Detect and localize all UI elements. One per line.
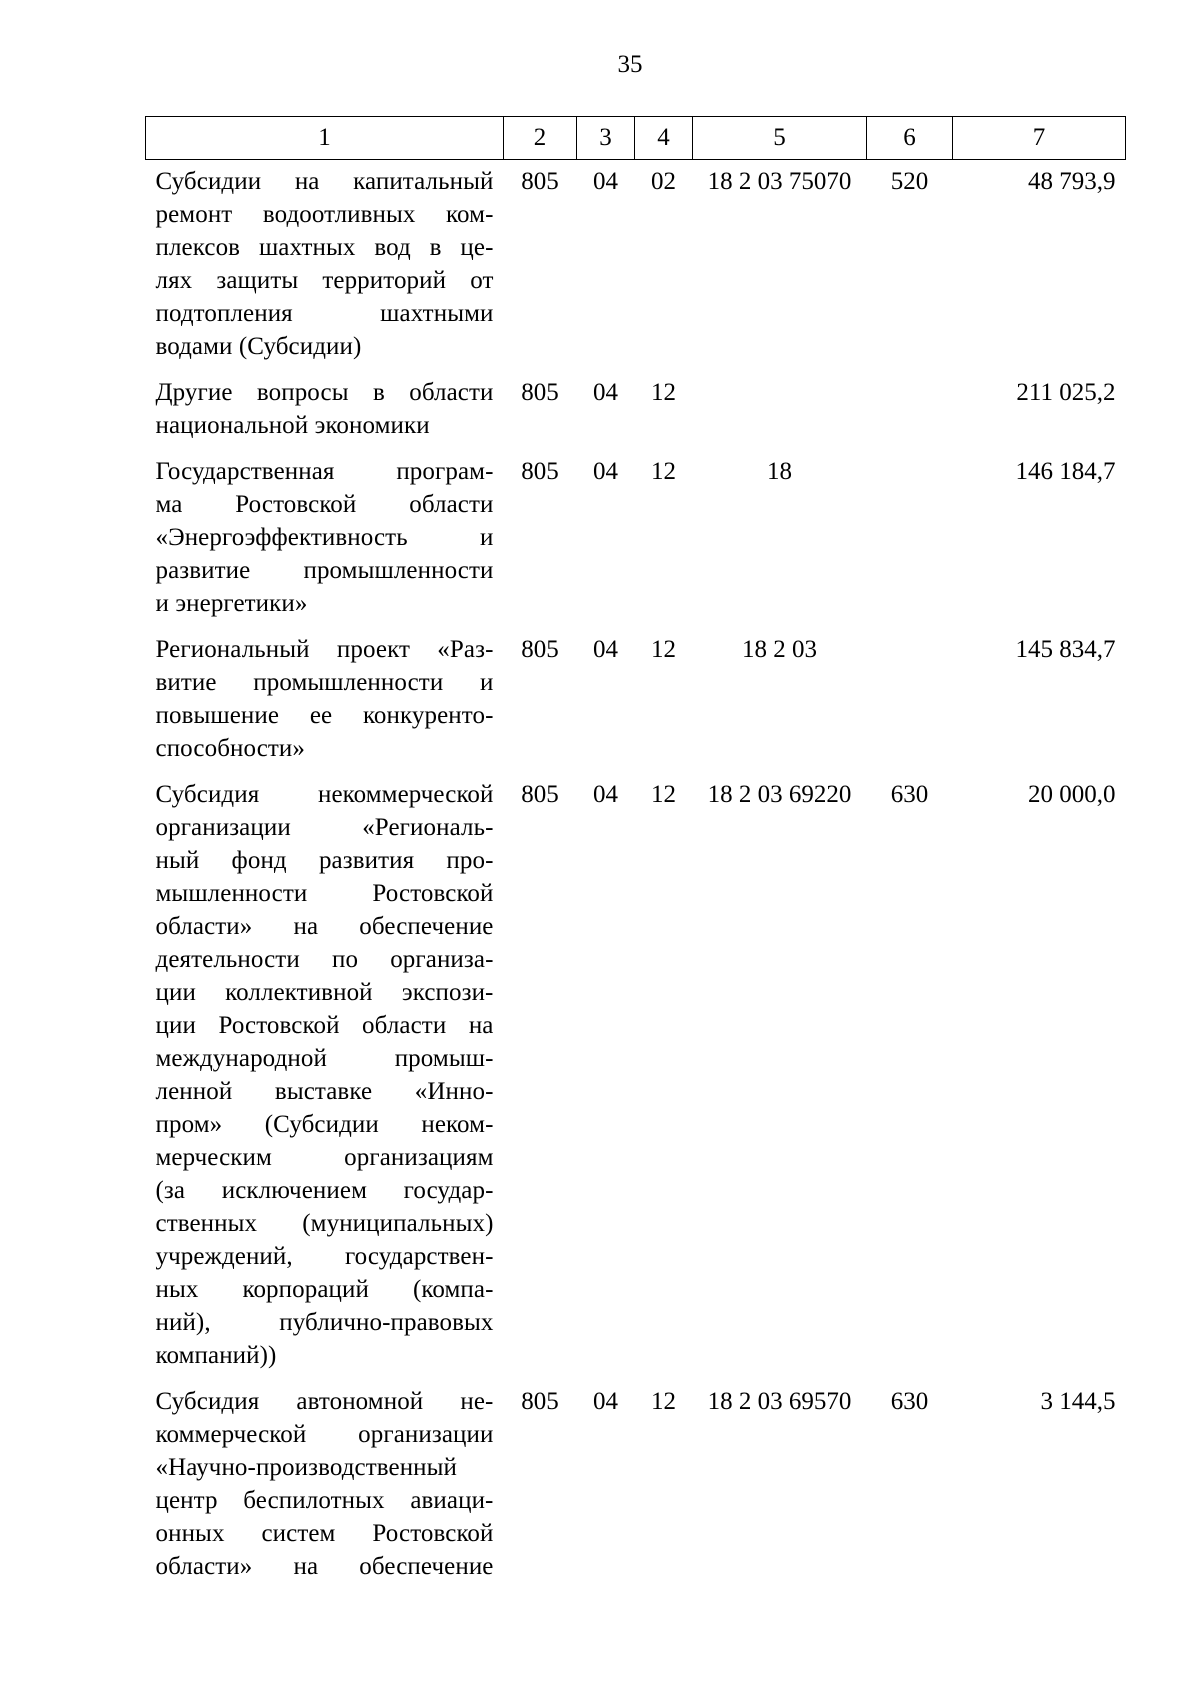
description-line: развитие промышленности (155, 557, 494, 584)
header-col-4: 4 (635, 117, 693, 160)
amount-value: 145 834,7 (1015, 636, 1116, 663)
header-col-3: 3 (577, 117, 635, 160)
target-article-code: 18 2 03 69220 (707, 781, 852, 808)
ministry-code: 805 (521, 781, 559, 808)
description-line: Субсидия некоммерческой (155, 781, 494, 808)
subsection-code: 12 (651, 379, 676, 406)
table-row (146, 455, 1126, 633)
amount-value: 211 025,2 (1016, 379, 1116, 406)
subsection-code: 12 (651, 1388, 676, 1415)
description-line: ных корпораций (компа- (155, 1276, 494, 1303)
description-line: (за исключением государ- (155, 1177, 494, 1204)
subsection-code: 12 (651, 458, 676, 485)
section-code: 04 (593, 1388, 618, 1415)
row-description (146, 160, 504, 377)
description-line: Субсидии на капитальный (155, 168, 494, 195)
section-code: 04 (593, 458, 618, 485)
description-line: Региональный проект «Раз- (155, 636, 494, 663)
description-line: деятельности по организа- (155, 946, 494, 973)
table-row (146, 1385, 1126, 1596)
description-line: Государственная програм- (155, 458, 494, 485)
description-line: повышение ее конкуренто- (155, 702, 494, 729)
expense-type-code (867, 455, 953, 633)
header-col-6: 6 (867, 117, 953, 160)
description-line: лях защиты территорий от (155, 267, 494, 294)
description-line: ственных (муниципальных) (155, 1210, 494, 1237)
table-body (146, 160, 1126, 1597)
section-code: 04 (593, 636, 618, 663)
description-line: способности» (155, 735, 306, 762)
target-article-code: 18 2 03 75070 (707, 168, 852, 195)
subsection-code: 12 (651, 781, 676, 808)
description-line: мышленности Ростовской (155, 880, 494, 907)
description-line: и энергетики» (155, 590, 308, 617)
description-line: Другие вопросы в области (155, 379, 494, 406)
target-article-code: 18 2 03 69570 (707, 1388, 852, 1415)
ministry-code: 805 (521, 458, 559, 485)
description-line: ремонт водоотливных ком- (155, 201, 494, 228)
table-row (146, 376, 1126, 455)
table-row (146, 160, 1126, 377)
ministry-code: 805 (521, 168, 559, 195)
description-line: Субсидия автономной не- (155, 1388, 494, 1415)
description-line: ции Ростовской области на (155, 1012, 494, 1039)
description-line: национальной экономики (155, 412, 430, 439)
table-row (146, 778, 1126, 1385)
page-number: 35 (617, 51, 643, 78)
description-line: пром» (Субсидии неком- (155, 1111, 494, 1138)
description-line: международной промыш- (155, 1045, 494, 1072)
row-description (146, 376, 504, 455)
ministry-code: 805 (521, 636, 559, 663)
header-row (146, 117, 1126, 160)
description-line: витие промышленности и (155, 669, 494, 696)
table-header (146, 117, 1126, 160)
description-line: плексов шахтных вод в це- (155, 234, 494, 261)
row-description (146, 778, 504, 1385)
amount-value: 146 184,7 (1015, 458, 1116, 485)
description-line: ный фонд развития про- (155, 847, 494, 874)
header-col-5: 5 (693, 117, 867, 160)
header-col-7: 7 (953, 117, 1126, 160)
amount-value: 48 793,9 (1028, 168, 1116, 195)
description-line: мерческим организациям (155, 1144, 494, 1171)
description-line: ний), публично-правовых (155, 1309, 494, 1336)
row-description (146, 1385, 504, 1596)
header-col-2: 2 (504, 117, 577, 160)
description-line: ма Ростовской области (155, 491, 494, 518)
description-line: ленной выставке «Инно- (155, 1078, 494, 1105)
subsection-code: 12 (651, 636, 676, 663)
ministry-code: 805 (521, 379, 559, 406)
section-code: 04 (593, 781, 618, 808)
description-line: подтопления шахтными (155, 300, 494, 327)
row-description (146, 633, 504, 778)
description-line: ции коллективной экспози- (155, 979, 494, 1006)
header-col-1: 1 (146, 117, 504, 160)
description-line: области» на обеспечение (155, 913, 494, 940)
description-line: области» на обеспечение (155, 1553, 494, 1580)
expense-type-code (867, 633, 953, 778)
section-code: 04 (593, 379, 618, 406)
description-line: центр беспилотных авиаци- (155, 1487, 494, 1514)
target-article-code (693, 376, 867, 455)
amount-value: 3 144,5 (1040, 1388, 1116, 1415)
description-line: коммерческой организации (155, 1421, 494, 1448)
description-line: учреждений, государствен- (155, 1243, 494, 1270)
expense-type-code (867, 376, 953, 455)
expense-type-code: 630 (890, 781, 929, 808)
subsection-code: 02 (651, 168, 676, 195)
budget-table (145, 116, 1126, 1596)
row-description (146, 455, 504, 633)
expense-type-code: 630 (890, 1388, 929, 1415)
target-article-code: 18 (767, 458, 792, 485)
section-code: 04 (593, 168, 618, 195)
target-article-code: 18 2 03 (742, 636, 817, 663)
description-line: онных систем Ростовской (155, 1520, 494, 1547)
description-line: водами (Субсидии) (155, 333, 362, 360)
description-line: компаний)) (155, 1342, 277, 1369)
expense-type-code: 520 (890, 168, 929, 195)
description-line: организации «Региональ- (155, 814, 494, 841)
ministry-code: 805 (521, 1388, 559, 1415)
table-row (146, 633, 1126, 778)
amount-value: 20 000,0 (1028, 781, 1116, 808)
description-line: «Научно-производственный (155, 1454, 458, 1481)
description-line: «Энергоэффективность и (155, 524, 494, 551)
